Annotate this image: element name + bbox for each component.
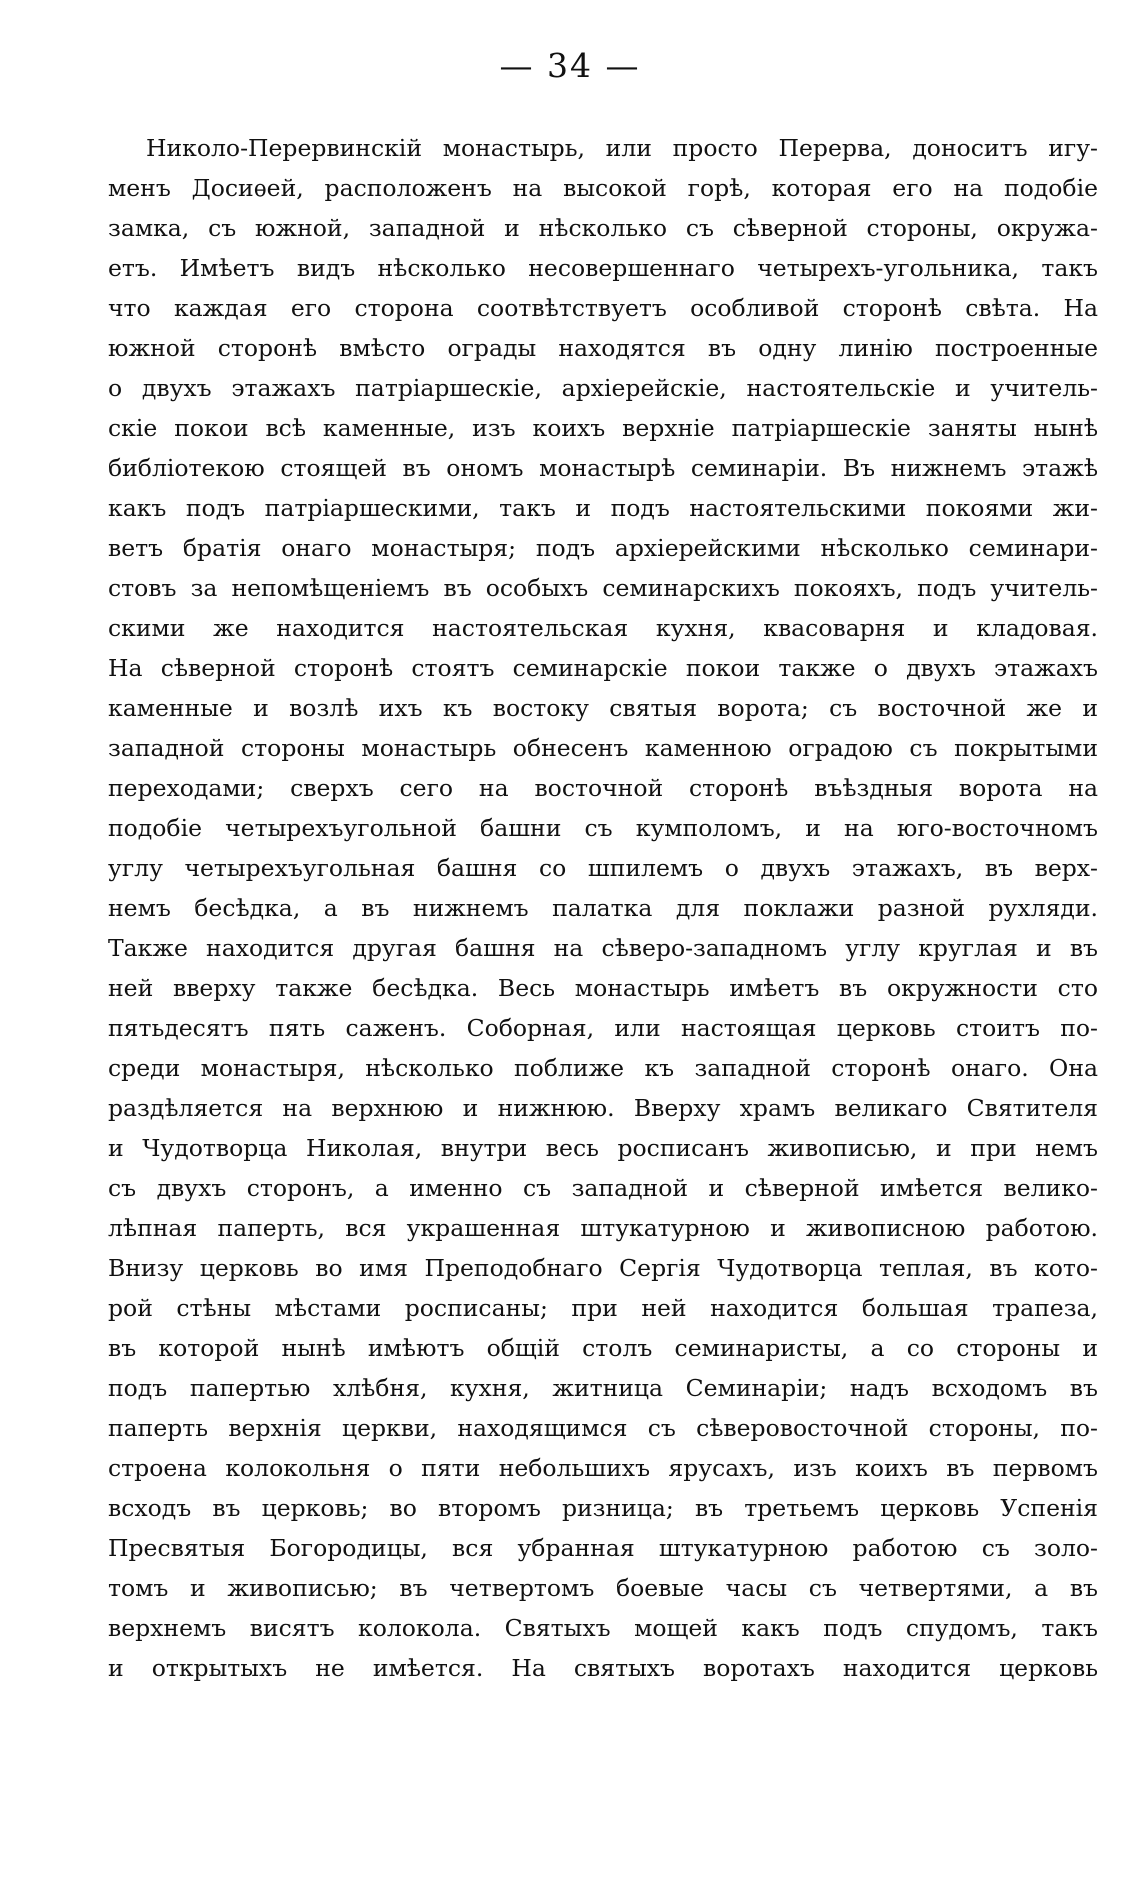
text-line: На сѣверной сторонѣ стоятъ семинарскiе покои также о двухъ этажахъ xyxy=(108,654,1098,682)
text-line: стовъ за непомѣщенiемъ въ особыхъ семинарскихъ покояхъ, подъ учитель- xyxy=(108,574,1098,602)
text-line: съ двухъ сторонъ, а именно съ западной и сѣверной имѣется велико- xyxy=(108,1174,1098,1202)
text-line: Также находится другая башня на сѣверо-западномъ углу круглая и въ xyxy=(108,934,1098,962)
text-line: какъ подъ патрiаршескими, такъ и подъ настоятельскими покоями жи- xyxy=(108,494,1098,522)
text-line: всходъ въ церковь; во второмъ ризница; въ третьемъ церковь Успенiя xyxy=(108,1494,1098,1522)
text-line: подъ папертью хлѣбня, кухня, житница Семинарiи; надъ всходомъ въ xyxy=(108,1374,1098,1402)
text-line: верхнемъ висятъ колокола. Святыхъ мощей какъ подъ спудомъ, такъ xyxy=(108,1614,1098,1642)
text-line: немъ бесѣдка, а въ нижнемъ палатка для поклажи разной рухляди. xyxy=(108,894,1098,922)
text-line: рой стѣны мѣстами росписаны; при ней находится большая трапеза, xyxy=(108,1294,1098,1322)
text-line: пятьдесятъ пять саженъ. Соборная, или настоящая церковь стоитъ по- xyxy=(108,1014,1098,1042)
text-line: южной сторонѣ вмѣсто ограды находятся въ одну линiю построенные xyxy=(108,334,1098,362)
text-line: раздѣляется на верхнюю и нижнюю. Вверху храмъ великаго Святителя xyxy=(108,1094,1098,1122)
text-line: каменные и возлѣ ихъ къ востоку святыя ворота; съ восточной же и xyxy=(108,694,1098,722)
text-line: томъ и живописью; въ четвертомъ боевые часы съ четвертями, а въ xyxy=(108,1574,1098,1602)
text-line: скiе покои всѣ каменные, изъ коихъ верхнiе патрiаршескiе заняты нынѣ xyxy=(108,414,1098,442)
text-line: Николо-Перервинскiй монастырь, или просто Перерва, доноситъ игу- xyxy=(146,134,1098,162)
text-line: лѣпная паперть, вся украшенная штукатурною и живописною работою. xyxy=(108,1214,1098,1242)
text-line: среди монастыря, нѣсколько поближе къ западной сторонѣ онаго. Она xyxy=(108,1054,1098,1082)
text-line: въ которой нынѣ имѣютъ общiй столъ семинаристы, а со стороны и xyxy=(108,1334,1098,1362)
text-line: западной стороны монастырь обнесенъ каменною оградою съ покрытыми xyxy=(108,734,1098,762)
body-text xyxy=(108,128,1098,1688)
page-number: — 34 — xyxy=(499,46,641,85)
text-line: углу четырехъугольная башня со шпилемъ о двухъ этажахъ, въ верх- xyxy=(108,854,1098,882)
text-line: Пресвятыя Богородицы, вся убранная штукатурною работою съ золо- xyxy=(108,1534,1098,1562)
text-line: и Чудотворца Николая, внутри весь росписанъ живописью, и при немъ xyxy=(108,1134,1098,1162)
text-line: о двухъ этажахъ патрiаршескiе, архiерейскiе, настоятельскiе и учитель- xyxy=(108,374,1098,402)
text-line: ней вверху также бесѣдка. Весь монастырь имѣетъ въ окружности сто xyxy=(108,974,1098,1002)
text-line: подобiе четырехъугольной башни съ кумполомъ, и на юго-восточномъ xyxy=(108,814,1098,842)
text-line: етъ. Имѣетъ видъ нѣсколько несовершеннаго четырехъ-угольника, такъ xyxy=(108,254,1098,282)
text-line: замка, съ южной, западной и нѣсколько съ сѣверной стороны, окружа- xyxy=(108,214,1098,242)
text-line: переходами; сверхъ сего на восточной сторонѣ въѣздныя ворота на xyxy=(108,774,1098,802)
text-line: скими же находится настоятельская кухня, квасоварня и кладовая. xyxy=(108,614,1098,642)
text-line: что каждая его сторона соотвѣтствуетъ особливой сторонѣ свѣта. На xyxy=(108,294,1098,322)
text-line: паперть верхнiя церкви, находящимся съ сѣверовосточной стороны, по- xyxy=(108,1414,1098,1442)
text-line: строена колокольня о пяти небольшихъ ярусахъ, изъ коихъ въ первомъ xyxy=(108,1454,1098,1482)
text-line: библiотекою стоящей въ ономъ монастырѣ семинарiи. Въ нижнемъ этажѣ xyxy=(108,454,1098,482)
text-line: Внизу церковь во имя Преподобнаго Сергiя Чудотворца теплая, въ кото- xyxy=(108,1254,1098,1282)
text-line: и открытыхъ не имѣется. На святыхъ воротахъ находится церковь xyxy=(108,1654,1098,1682)
text-line: ветъ братiя онаго монастыря; подъ архiерейскими нѣсколько семинари- xyxy=(108,534,1098,562)
text-line: менъ Досиѳей, расположенъ на высокой горѣ, которая его на подобiе xyxy=(108,174,1098,202)
